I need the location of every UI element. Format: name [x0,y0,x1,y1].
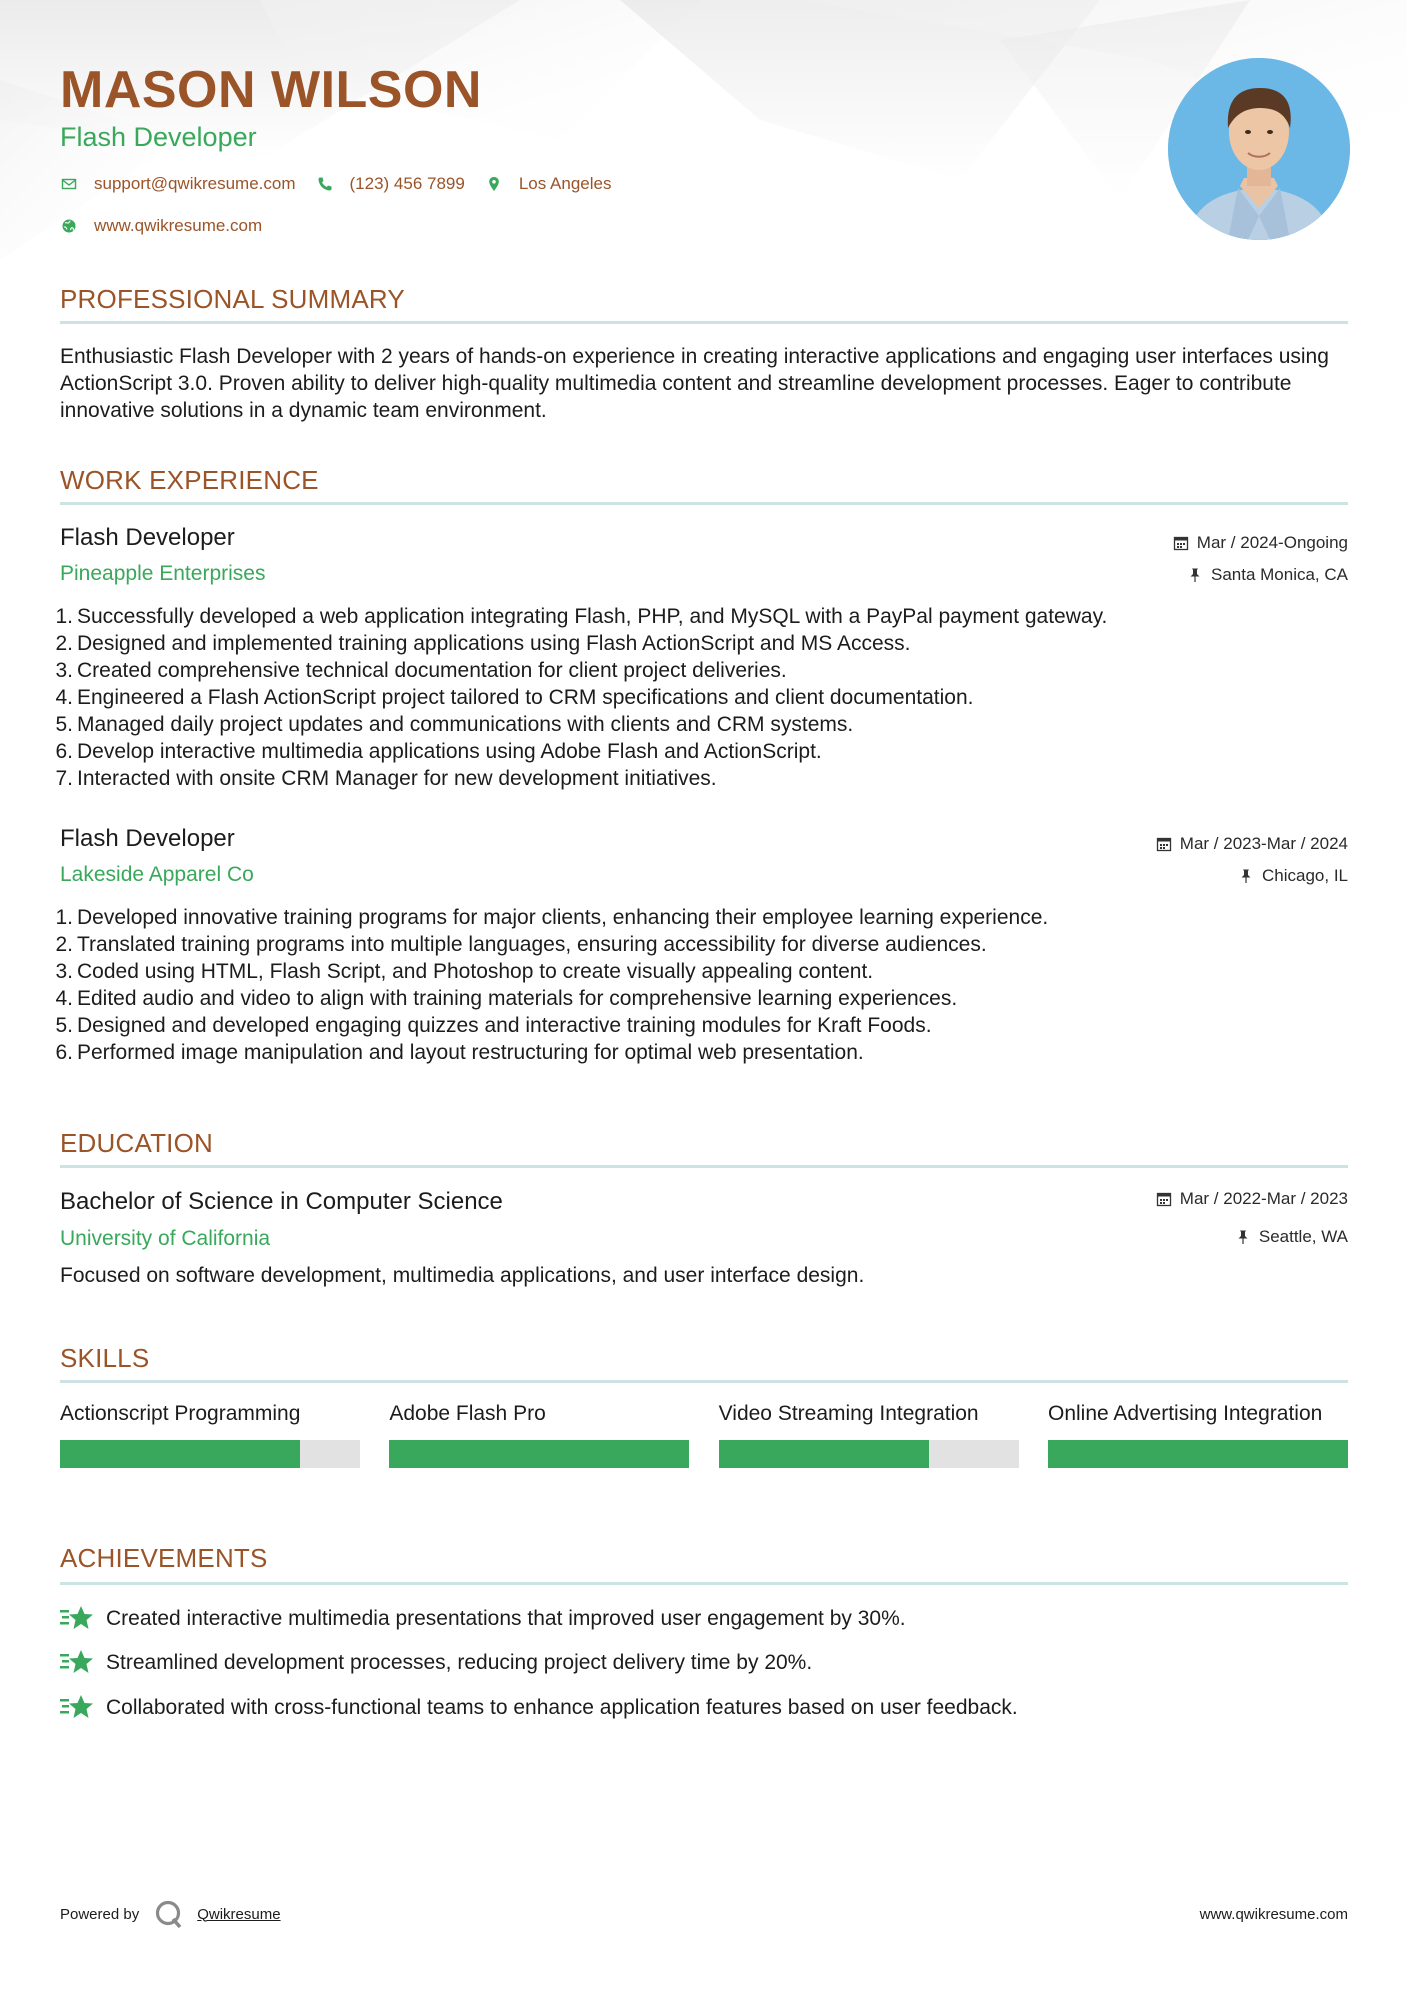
job-location-text: Santa Monica, CA [1210,565,1348,584]
skill-bar [719,1440,1019,1468]
pushpin-icon [1235,1229,1251,1245]
star-icon [60,1648,94,1676]
skills-list [60,1400,1348,1468]
pushpin-icon [1187,567,1203,583]
education-dates-text: Mar / 2022-Mar / 2023 [1179,1189,1348,1208]
education-divider [60,1165,1348,1168]
achievement-text: Collaborated with cross-functional teams to enhance application features based on user feedback. [106,1695,1018,1719]
education-heading: EDUCATION [60,1128,213,1158]
list-item: 6. Develop interactive multimedia applications using Adobe Flash and ActionScript. [55,740,822,763]
powered-by-text: Powered by [60,1905,140,1923]
job-dates [1173,532,1348,554]
degree-title: Bachelor of Science in Computer Science [60,1188,503,1215]
skill-bar-fill [60,1440,300,1468]
skill-name: Adobe Flash Pro [389,1402,546,1425]
skill-bar-fill [1048,1440,1348,1468]
footer-website-link[interactable]: www.qwikresume.com [1199,1906,1348,1923]
location-text: Los Angeles [518,174,612,193]
candidate-name: MASON WILSON [60,61,482,119]
job-location-text: Chicago, IL [1262,866,1348,885]
contact-phone[interactable] [316,174,465,194]
list-item: 2. Designed and implemented training applications using Flash ActionScript and MS Access. [55,632,911,655]
footer-brand-link[interactable]: Qwikresume [197,1905,281,1923]
job-company: Lakeside Apparel Co [60,863,254,886]
job-location [1238,865,1348,887]
summary-divider [60,321,1348,324]
skill-item [60,1400,360,1468]
summary-heading: PROFESSIONAL SUMMARY [60,284,405,314]
calendar-icon [1156,1191,1172,1207]
achievement-item [60,1693,1018,1721]
star-icon [60,1693,94,1721]
education-location-text: Seattle, WA [1258,1227,1348,1246]
footer-powered-by [60,1898,281,1930]
skill-item [389,1400,689,1468]
envelope-icon [60,175,78,193]
experience-heading: WORK EXPERIENCE [60,465,319,495]
contact-row-1 [60,172,631,196]
job-bullets [55,904,1348,1066]
star-icon [60,1604,94,1632]
calendar-icon [1156,836,1172,852]
summary-text: Enthusiastic Flash Developer with 2 years of hands-on experience in creating interactive applications and engaging user interfaces using ActionScript 3.0. Proven ability to deliver high-quality multimedia content and streamline development processes. Eager to contribute innovative solutions in a dynamic team environment. [60,345,1329,422]
skill-bar-fill [719,1440,929,1468]
job-dates-text: Mar / 2023-Mar / 2024 [1179,834,1348,853]
phone-icon [316,175,334,193]
list-item: 1. Developed innovative training programs for major clients, enhancing their employee learning experience. [55,906,1049,929]
education-dates [1156,1188,1348,1210]
list-item: 4. Engineered a Flash ActionScript project tailored to CRM specifications and client documentation. [55,686,974,709]
email-text: support@qwikresume.com [94,174,296,193]
pushpin-icon [1238,868,1254,884]
school-name: University of California [60,1227,271,1250]
job-location [1187,564,1348,586]
achievement-item [60,1648,812,1676]
achievement-text: Created interactive multimedia presentations that improved user engagement by 30%. [106,1606,906,1630]
job-bullets [55,603,1348,792]
skills-heading: SKILLS [60,1343,150,1373]
skill-bar [60,1440,360,1468]
achievements-heading: ACHIEVEMENTS [60,1543,268,1573]
list-item: 5. Managed daily project updates and communications with clients and CRM systems. [55,713,854,736]
experience-divider [60,502,1348,505]
calendar-icon [1173,535,1189,551]
skills-divider [60,1380,1348,1383]
achievements-divider [60,1582,1348,1585]
job-dates [1156,833,1348,855]
list-item: 4. Edited audio and video to align with training materials for comprehensive learning experiences. [55,987,958,1010]
skill-bar-fill [389,1440,689,1468]
map-pin-icon [485,175,503,193]
list-item: 3. Created comprehensive technical documentation for client project deliveries. [55,659,787,682]
job-title: Flash Developer [60,825,235,852]
list-item: 2. Translated training programs into multiple languages, ensuring accessibility for diverse audiences. [55,933,987,956]
list-item: 1. Successfully developed a web application integrating Flash, PHP, and MySQL with a PayPal payment gateway. [55,605,1108,628]
list-item: 6. Performed image manipulation and layout restructuring for optimal web presentation. [55,1041,864,1064]
website-text: www.qwikresume.com [94,216,263,235]
skill-bar [1048,1440,1348,1468]
skill-item [719,1400,1019,1468]
list-item: 5. Designed and developed engaging quizzes and interactive training modules for Kraft Foods. [55,1014,932,1037]
resume-page [55,0,1348,1990]
globe-icon [60,217,78,235]
list-item: 7. Interacted with onsite CRM Manager for new development initiatives. [55,767,717,790]
candidate-title: Flash Developer [60,122,257,152]
education-description: Focused on software development, multimedia applications, and user interface design. [60,1264,865,1287]
job-company: Pineapple Enterprises [60,562,266,585]
contact-info [60,172,631,256]
skill-name: Video Streaming Integration [718,1402,979,1425]
skill-item [1048,1400,1348,1468]
skill-name: Actionscript Programming [60,1402,301,1425]
achievement-item [60,1604,906,1632]
contact-email[interactable] [60,174,296,194]
job-title: Flash Developer [60,524,235,551]
job-dates-text: Mar / 2024-Ongoing [1196,533,1348,552]
skill-bar [389,1440,689,1468]
skill-name: Online Advertising Integration [1047,1402,1323,1425]
list-item: 3. Coded using HTML, Flash Script, and Photoshop to create visually appealing content. [55,960,874,983]
contact-location [485,174,612,194]
profile-photo [1168,58,1350,240]
education-location [1235,1226,1348,1248]
contact-row-2 [60,214,631,238]
contact-website[interactable] [60,216,262,236]
qwikresume-logo-icon [153,1898,185,1930]
achievement-text: Streamlined development processes, reducing project delivery time by 20%. [106,1650,813,1674]
phone-text: (123) 456 7899 [349,174,465,193]
